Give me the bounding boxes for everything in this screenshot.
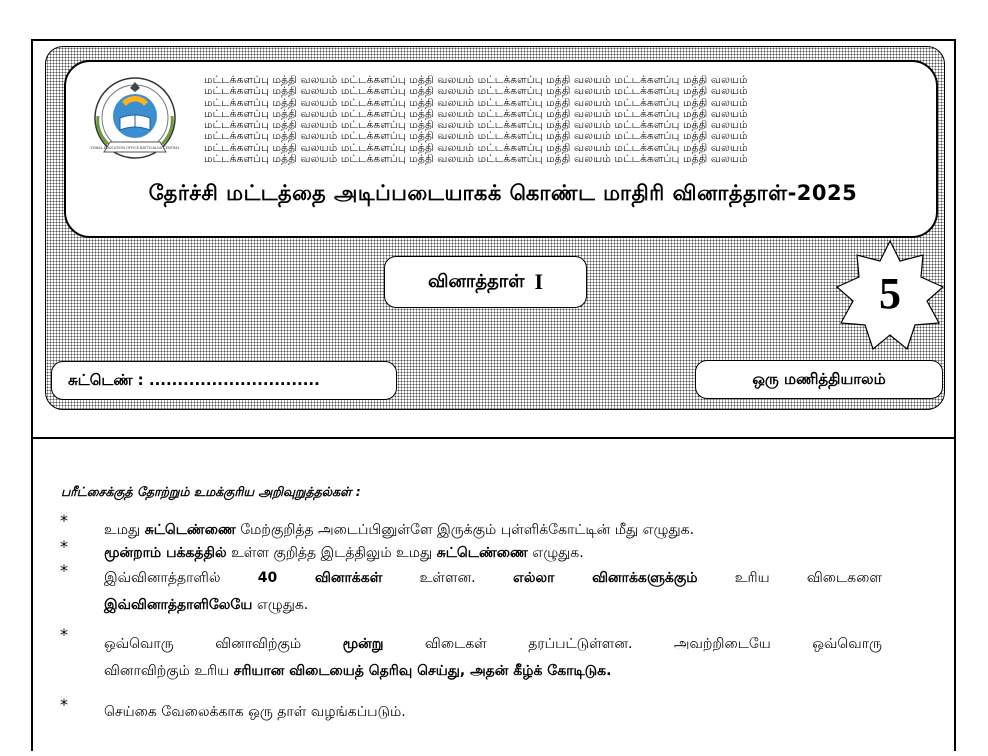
paper-number-box	[384, 256, 587, 308]
index-number-label: சுட்டெண் : ..............................	[68, 370, 320, 389]
watermark-line: மட்டக்களப்பு மத்தி வலயம் மட்டக்களப்பு மத்தி வலயம் மட்டக்களப்பு மத்தி வலயம் மட்டக்களப்பு மத்தி வலயம்	[204, 75, 748, 86]
text: மேற்குறித்த அடைப்பினுள்ளே இருக்கும் புள்ளிக்கோட்டின் மீது எழுதுக.	[240, 522, 695, 538]
instruction-4-line-1	[104, 636, 882, 654]
instruction-2	[104, 545, 584, 563]
bullet-5: *	[60, 695, 68, 714]
text-bold: சரியான விடையைத் தெரிவு செய்து, அதன் கீழ்க் கோடிடுக.	[233, 663, 612, 679]
bullet-3: *	[60, 561, 68, 580]
text: உமது	[104, 522, 141, 538]
instruction-5: செய்கை வேலைக்காக ஒரு தாள் வழங்கப்படும்.	[104, 704, 406, 720]
bullet-2: *	[60, 537, 68, 556]
instruction-1	[104, 522, 694, 540]
text: உரிய விடைகளை	[734, 570, 883, 586]
text: வினாவிற்கும் உரிய	[104, 663, 230, 679]
watermark-line: மட்டக்களப்பு மத்தி வலயம் மட்டக்களப்பு மத்தி வலயம் மட்டக்களப்பு மத்தி வலயம் மட்டக்களப்பு மத்தி வலயம்	[204, 154, 748, 166]
text-bold: இவ்வினாத்தாளிலேயே	[104, 597, 253, 613]
duration-box	[695, 360, 943, 399]
watermark-line: மட்டக்களப்பு மத்தி வலயம் மட்டக்களப்பு மத்தி வலயம் மட்டக்களப்பு மத்தி வலயம் மட்டக்களப்பு மத்தி வலயம்	[204, 97, 748, 109]
bullet-4: *	[60, 625, 68, 644]
logo-text: ZONAL EDUCATION OFFICE BATTICALOA CENTRAL	[90, 146, 180, 150]
text-bold: சுட்டெண்ணை	[144, 522, 236, 538]
text-bold: 40 வினாக்கள்	[257, 570, 383, 586]
text-bold: எல்லா வினாக்களுக்கும்	[512, 570, 698, 586]
exam-title: தேர்ச்சி மட்டத்தை அடிப்படையாகக் கொண்ட மாதிரி வினாத்தாள்-2025	[148, 181, 858, 205]
instruction-3-line-1	[104, 570, 882, 588]
watermark-text-block	[204, 75, 924, 165]
text-bold: சுட்டெண்ணை	[436, 545, 528, 561]
text: விடைகள் தரப்பட்டுள்ளன. அவற்றிடையே ஒவ்வொரு	[424, 636, 882, 652]
watermark-line: மட்டக்களப்பு மத்தி வலயம் மட்டக்களப்பு மத்தி வலயம் மட்டக்களப்பு மத்தி வலயம் மட்டக்களப்பு மத்தி வலயம்	[204, 142, 748, 154]
zonal-education-office-logo	[80, 72, 190, 172]
index-number-field[interactable]	[51, 361, 397, 400]
grade-number: 5	[879, 269, 901, 318]
text: எழுதுக.	[532, 545, 584, 561]
text: உள்ள குறித்த இடத்திலும் உமது	[231, 545, 433, 561]
bullet-1: *	[60, 511, 68, 530]
instructions-heading: பரீட்சைக்குத் தோற்றும் உமக்குரிய அறிவுறுத்தல்கள் :	[61, 484, 361, 499]
watermark-line: மட்டக்களப்பு மத்தி வலயம் மட்டக்களப்பு மத்தி வலயம் மட்டக்களப்பு மத்தி வலயம் மட்டக்களப்பு மத்தி வலயம்	[204, 131, 748, 143]
duration-text: ஒரு மணித்தியாலம்	[752, 369, 886, 388]
text-bold: மூன்று	[342, 636, 384, 652]
paper-numeral: I	[534, 269, 543, 294]
paper-label: வினாத்தாள்	[428, 270, 525, 292]
instruction-3-line-2	[104, 597, 308, 615]
text: ஒவ்வொரு வினாவிற்கும்	[104, 636, 302, 652]
text-bold: மூன்றாம் பக்கத்தில்	[104, 545, 227, 561]
text: எழுதுக.	[256, 597, 309, 613]
watermark-line: மட்டக்களப்பு மத்தி வலயம் மட்டக்களப்பு மத்தி வலயம் மட்டக்களப்பு மத்தி வலயம் மட்டக்களப்பு மத்தி வலயம்	[204, 86, 748, 98]
instruction-4-line-2	[104, 663, 611, 681]
text: இவ்வினாத்தாளில்	[104, 570, 221, 586]
watermark-line: மட்டக்களப்பு மத்தி வலயம் மட்டக்களப்பு மத்தி வலயம் மட்டக்களப்பு மத்தி வலயம் மட்டக்களப்பு மத்தி வலயம்	[204, 120, 748, 132]
watermark-line: மட்டக்களப்பு மத்தி வலயம் மட்டக்களப்பு மத்தி வலயம் மட்டக்களப்பு மத்தி வலயம் மட்டக்களப்பு மத்தி வலயம்	[204, 108, 748, 120]
text: உள்ளன.	[419, 570, 476, 586]
divider-line	[31, 437, 956, 439]
